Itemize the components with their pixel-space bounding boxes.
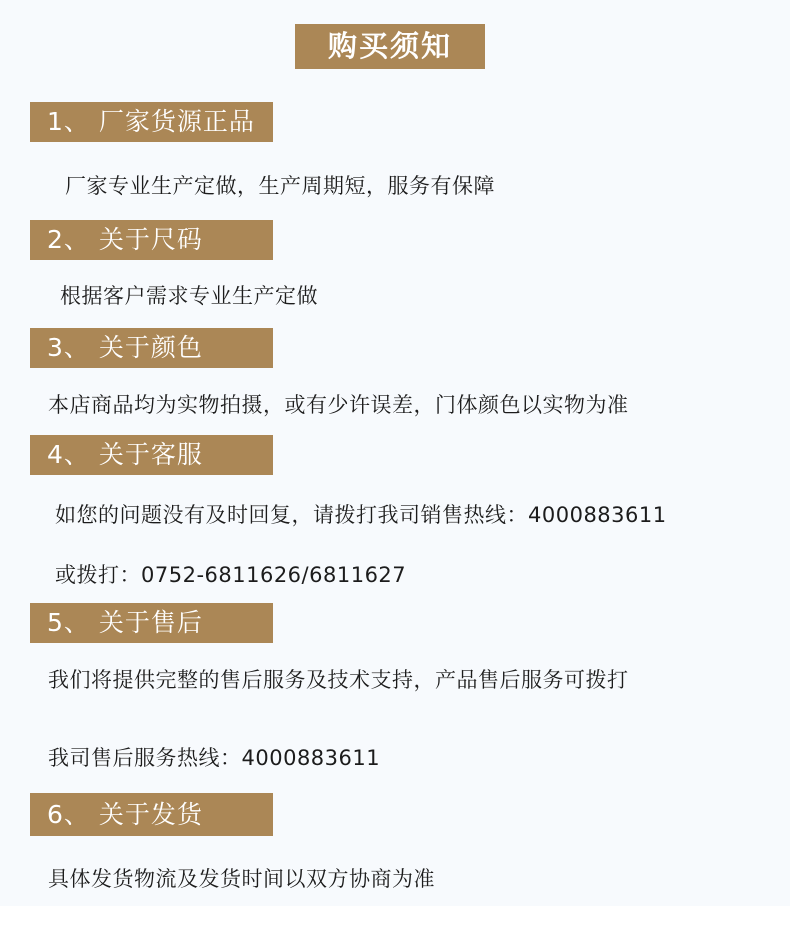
section-heading-after-sales: 5、 关于售后 xyxy=(30,603,273,643)
section-heading-shipping: 6、 关于发货 xyxy=(30,793,273,836)
section-text-genuine-source: 厂家专业生产定做，生产周期短，服务有保障 xyxy=(65,174,495,198)
section-text-shipping: 具体发货物流及发货时间以双方协商为准 xyxy=(48,867,435,891)
section-text-sizes: 根据客户需求专业生产定做 xyxy=(60,284,318,308)
section-heading-sizes: 2、 关于尺码 xyxy=(30,220,273,260)
section-text-customer-service-alt-phone: 或拨打：0752-6811626/6811627 xyxy=(55,563,407,587)
section-text-after-sales-hotline: 我司售后服务热线：4000883611 xyxy=(48,746,381,770)
section-heading-colors: 3、 关于颜色 xyxy=(30,328,273,368)
section-heading-customer-service: 4、 关于客服 xyxy=(30,435,273,475)
page-title: 购买须知 xyxy=(295,24,485,69)
section-text-customer-service-hotline: 如您的问题没有及时回复，请拨打我司销售热线：4000883611 xyxy=(55,503,667,527)
section-text-after-sales-support: 我们将提供完整的售后服务及技术支持，产品售后服务可拨打 xyxy=(48,668,629,692)
section-text-colors: 本店商品均为实物拍摄，或有少许误差，门体颜色以实物为准 xyxy=(48,393,629,417)
section-heading-genuine-source: 1、 厂家货源正品 xyxy=(30,102,273,142)
